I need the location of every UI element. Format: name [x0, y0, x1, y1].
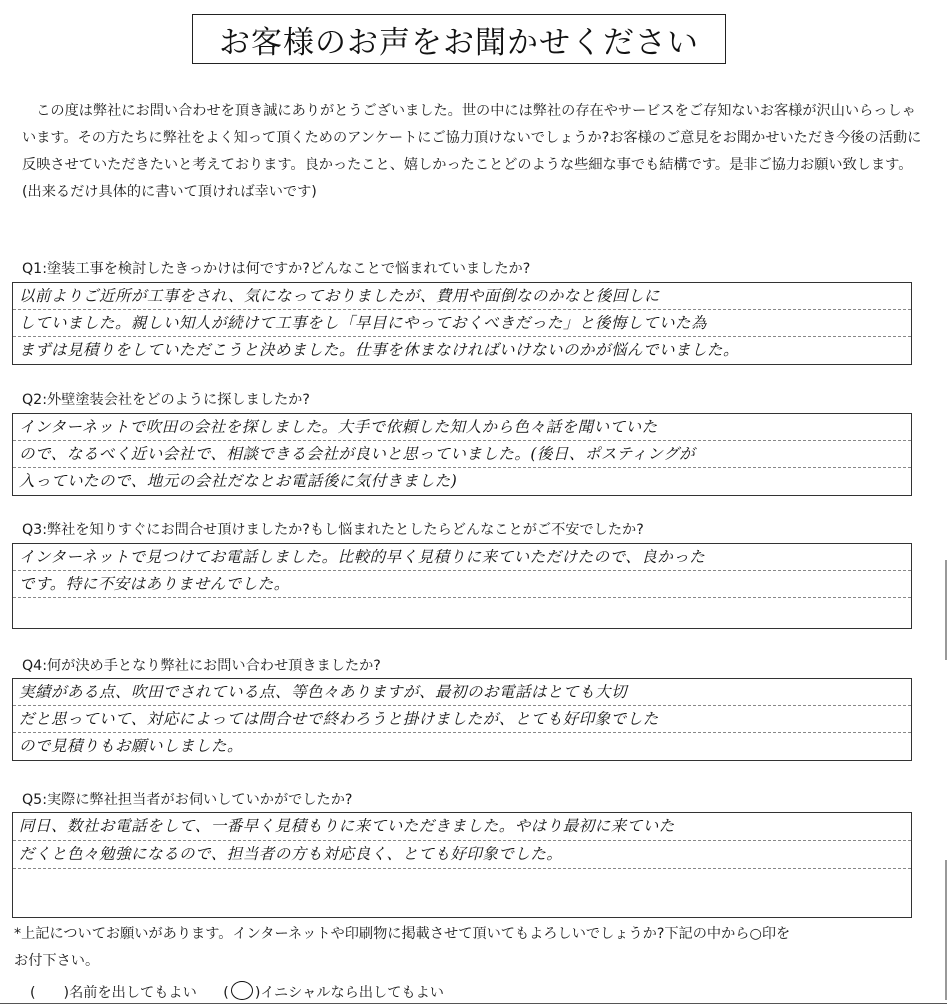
intro-text: [22, 98, 927, 206]
question-3-label: Q3:弊社を知りすぐにお問合せ頂けましたか?もし悩まれたとしたらどんなことがご不安でしたか?: [22, 522, 644, 538]
page-title: お客様のお声をお聞かせください: [219, 24, 699, 61]
answer-2-line-2: ので、なるべく近い会社で、相談できる会社が良いと思っていました。(後日、ポスティングが: [13, 441, 911, 468]
permission-notice: [14, 921, 914, 975]
answer-3-line-2: です。特に不安はありませんでした。: [13, 571, 911, 598]
answer-3-line-3: [13, 598, 911, 628]
question-4-label: Q4:何が決め手となり弊社にお問い合わせ頂きましたか?: [22, 658, 381, 674]
selected-circle-icon: [231, 981, 253, 1000]
answer-4-line-2: だと思っていて、対応によっては問合せで終わろうと掛けましたが、とても好印象でした: [13, 706, 911, 733]
right-edge-marks: [935, 0, 947, 1006]
notice-line-1: *上記についてお願いがあります。インターネットや印刷物に掲載させて頂いてもよろしいでしょうか?下記の中から○印を: [14, 926, 791, 942]
option-initials-label: )イニシャルなら出してもよい: [254, 985, 444, 1001]
answer-1-line-2: していました。親しい知人が続けて工事をし「早目にやっておくべきだった」と後悔していた為: [13, 310, 911, 337]
bottom-divider: [0, 1003, 947, 1004]
notice-line-2: お付下さい。: [14, 953, 100, 969]
question-2-label: Q2:外壁塗装会社をどのように探しましたか?: [22, 392, 310, 408]
permission-options: [30, 981, 466, 1002]
answer-4-line-1: 実績がある点、吹田でされている点、等色々ありますが、最初のお電話はとても大切: [13, 679, 911, 706]
answer-1-box: [12, 282, 912, 365]
answer-1-line-3: まずは見積りをしていただこうと決めました。仕事を休まなければいけないのかが悩んでいました。: [19, 341, 740, 359]
answer-2-line-3: 入っていたので、地元の会社だなとお電話後に気付きました): [19, 472, 458, 490]
answer-2-line-1: インターネットで吹田の会社を探しました。大手で依頼した知人から色々話を聞いていた: [13, 414, 911, 441]
answer-3-box: [12, 543, 912, 629]
option-name-open-paren: (: [30, 985, 36, 1001]
answer-2-box: [12, 413, 912, 496]
answer-4-line-3: ので見積りもお願いしました。: [19, 737, 244, 755]
answer-4-box: [12, 678, 912, 761]
option-name[interactable]: [30, 982, 197, 1002]
question-1-label: Q1:塗装工事を検討したきっかけは何ですか?どんなことで悩まれていましたか?: [22, 261, 531, 277]
question-5-label: Q5:実際に弊社担当者がお伺いしていかがでしたか?: [22, 792, 353, 808]
answer-5-line-3: [13, 869, 911, 917]
option-name-label: )名前を出してもよい: [63, 985, 197, 1001]
option-initials-open-paren: (: [223, 985, 229, 1001]
intro-paragraph: この度は弊社にお問い合わせを頂き誠にありがとうございました。世の中には弊社の存在やサービスをご存知ないお客様が沢山いらっしゃいます。その方たちに弊社をよく知って頂くためのアンケートにご協力頂けないでしょうか?お客様のご意見をお聞かせいただき今後の活動に反映させていただきたいと考えております。良かったこと、嬉しかったことどのような些細な事でも結構です。是非ご協力お願い致します。(出来るだけ具体的に書いて頂ければ幸いです): [22, 103, 922, 200]
answer-5-box: [12, 812, 912, 918]
answer-3-line-1: インターネットで見つけてお電話しました。比較的早く見積りに来ていただけたので、良かった: [13, 544, 911, 571]
answer-1-line-1: 以前よりご近所が工事をされ、気になっておりましたが、費用や面倒なのかなと後回しに: [13, 283, 911, 310]
answer-5-line-2: だくと色々勉強になるので、担当者の方も対応良く、とても好印象でした。: [13, 841, 911, 869]
option-initials[interactable]: [223, 981, 444, 1002]
answer-5-line-1: 同日、数社お電話をして、一番早く見積もりに来ていただきました。やはり最初に来ていた: [13, 813, 911, 841]
title-box: [192, 14, 726, 64]
